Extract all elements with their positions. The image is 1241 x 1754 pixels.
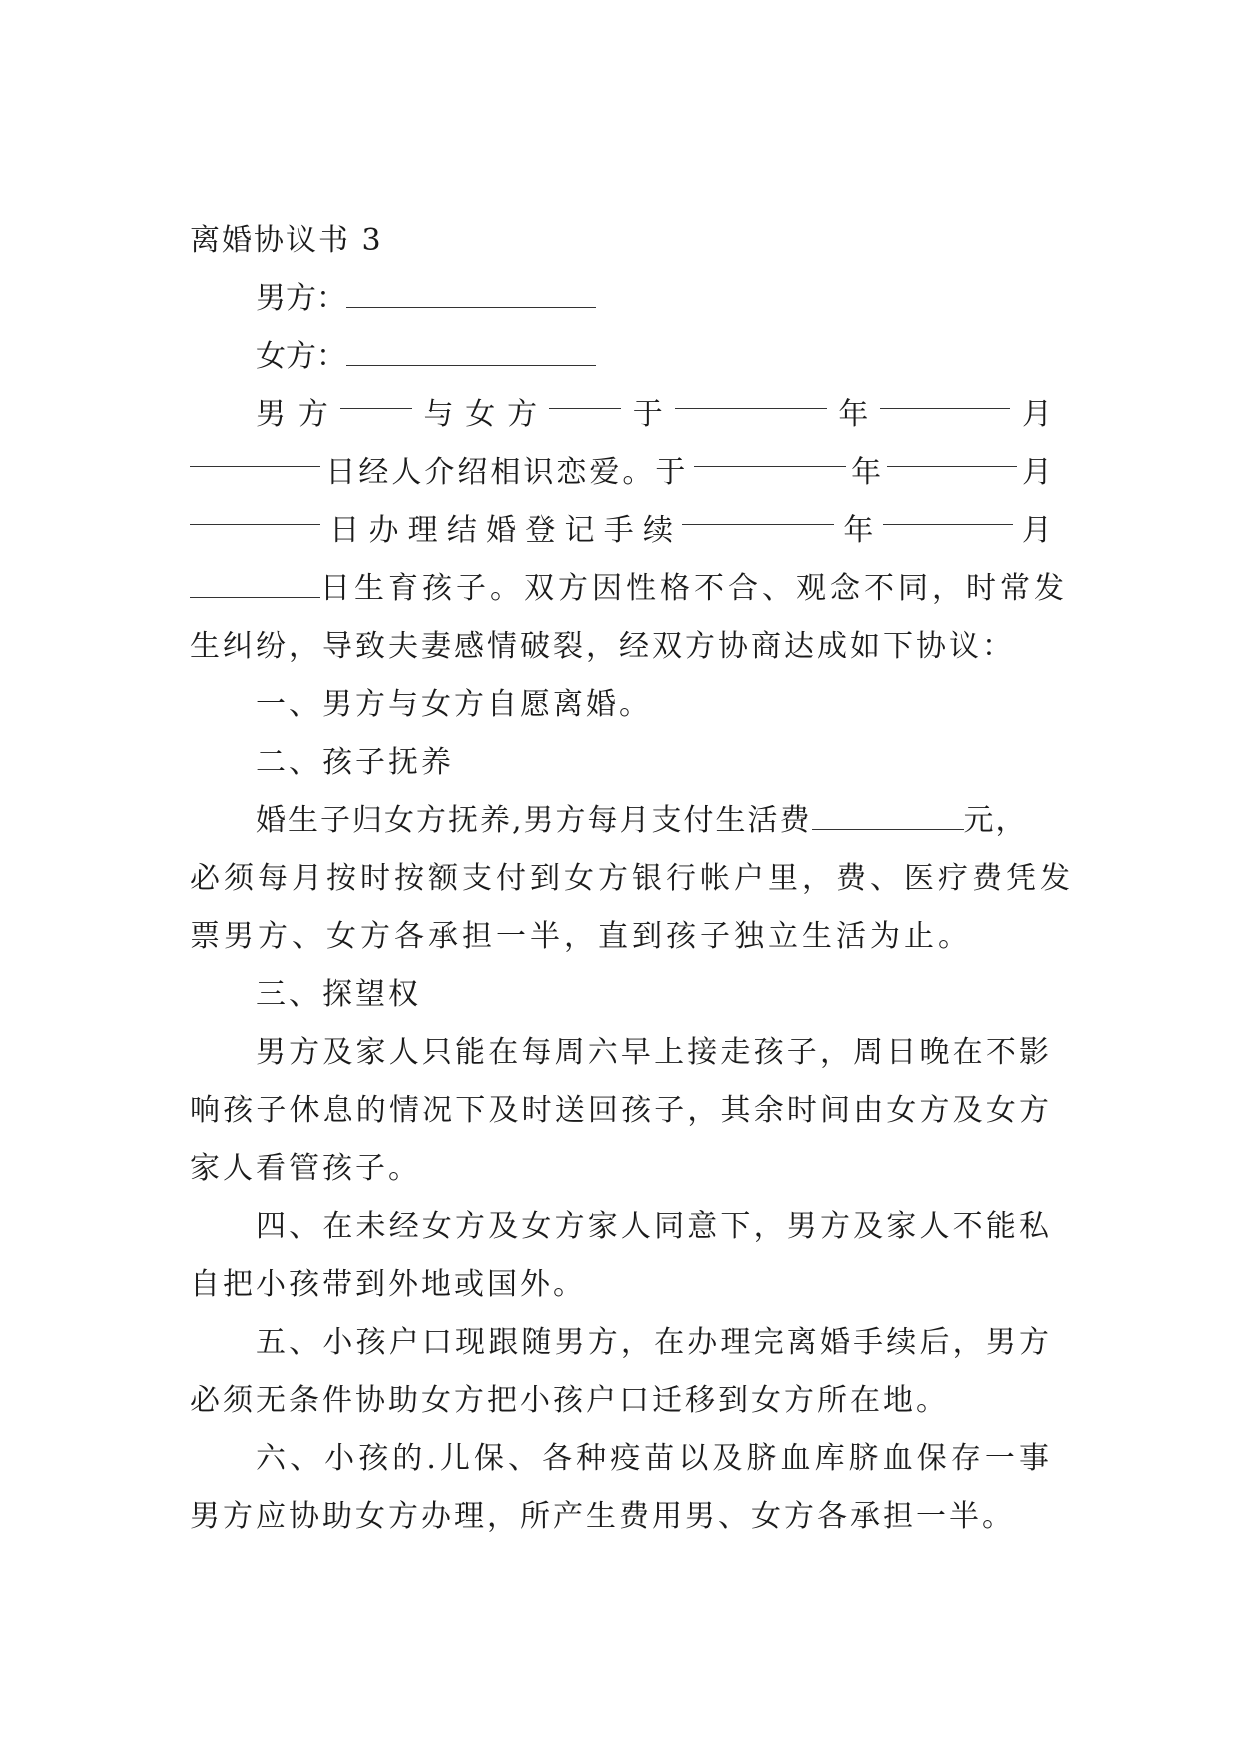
day-blank-1[interactable] [190, 444, 320, 467]
intro-text: 日生育孩子。双方因性格不合、观念不同，时常发 [320, 571, 1068, 606]
intro-char: 理 [407, 513, 438, 548]
intro-char: 月 [1021, 513, 1052, 548]
clause-3-body: 男方及家人只能在每周六早上接走孩子，周日晚在不影响孩子休息的情况下及时送回孩子，其余时间由女方及女方家人看管孩子。 [190, 1035, 1052, 1186]
year-blank-1[interactable] [675, 386, 827, 409]
intro-line-3 [190, 502, 1052, 560]
female-party-line [190, 328, 1052, 386]
intro-char: 记 [564, 513, 595, 548]
male-name-blank[interactable] [346, 285, 596, 308]
intro-char: 结 [446, 513, 477, 548]
clause-1: 一、男方与女方自愿离婚。 [256, 687, 652, 722]
intro-char: 年 [838, 397, 869, 432]
day-blank-2[interactable] [190, 502, 320, 525]
female-name-blank[interactable] [346, 343, 596, 366]
intro-char: 手 [603, 513, 634, 548]
month-blank-3[interactable] [883, 502, 1013, 525]
document-title: 离婚协议书 3 [190, 223, 383, 258]
month-blank-2[interactable] [887, 444, 1017, 467]
intro-char: 年 [851, 455, 882, 490]
clause-2-line-2: 必须每月按时按额支付到女方银行帐户里，费、医疗费凭发 [190, 861, 1074, 896]
intro-char: 日 [329, 513, 360, 548]
year-blank-2[interactable] [694, 444, 846, 467]
intro-line-5 [190, 618, 1052, 676]
female-label: 女方： [256, 339, 346, 374]
intro-char: 方 [507, 397, 538, 432]
intro-text: 生纠纷，导致夫妻感情破裂，经双方协商达成如下协议： [190, 629, 1015, 664]
intro-line-4 [190, 560, 1068, 618]
clause-2-line-1 [190, 792, 1052, 850]
intro-char: 与 [423, 397, 454, 432]
clause-2-unit: 元， [963, 803, 1028, 838]
intro-char: 月 [1021, 397, 1052, 432]
male-fill-blank[interactable] [340, 386, 412, 409]
intro-line-2 [190, 444, 1052, 502]
intro-char: 婚 [486, 513, 517, 548]
intro-char: 办 [368, 513, 399, 548]
clause-2-heading: 二、孩子抚养 [256, 745, 454, 780]
document-body [190, 212, 1074, 1546]
living-expense-blank[interactable] [812, 807, 964, 830]
male-label: 男方： [256, 281, 346, 316]
day-blank-3[interactable] [190, 575, 320, 598]
clause-2-line-3: 票男方、女方各承担一半，直到孩子独立生活为止。 [190, 919, 972, 954]
intro-char: 续 [642, 513, 673, 548]
intro-char: 登 [525, 513, 556, 548]
intro-char: 女 [465, 397, 496, 432]
intro-char: 男 [256, 397, 286, 432]
intro-text: 日经人介绍相识恋爱。于 [325, 455, 689, 490]
month-blank-1[interactable] [880, 386, 1010, 409]
intro-char: 年 [843, 513, 874, 548]
female-fill-blank[interactable] [549, 386, 621, 409]
male-party-line [190, 270, 1052, 328]
intro-char: 于 [632, 397, 663, 432]
year-blank-3[interactable] [682, 502, 834, 525]
clause-5: 五、小孩户口现跟随男方，在办理完离婚手续后，男方必须无条件协助女方把小孩户口迁移到女方所在地。 [190, 1325, 1052, 1418]
intro-char: 方 [297, 397, 328, 432]
clause-3-heading: 三、探望权 [256, 977, 421, 1012]
clause-4: 四、在未经女方及女方家人同意下，男方及家人不能私自把小孩带到外地或国外。 [190, 1209, 1052, 1302]
clause-2-text: 婚生子归女方抚养,男方每月支付生活费 [256, 803, 812, 838]
intro-line-1 [190, 386, 1052, 444]
intro-char: 月 [1021, 455, 1052, 490]
clause-6: 六、小孩的.儿保、各种疫苗以及脐血库脐血保存一事男方应协助女方办理，所产生费用男、女方各承担一半。 [190, 1441, 1052, 1534]
